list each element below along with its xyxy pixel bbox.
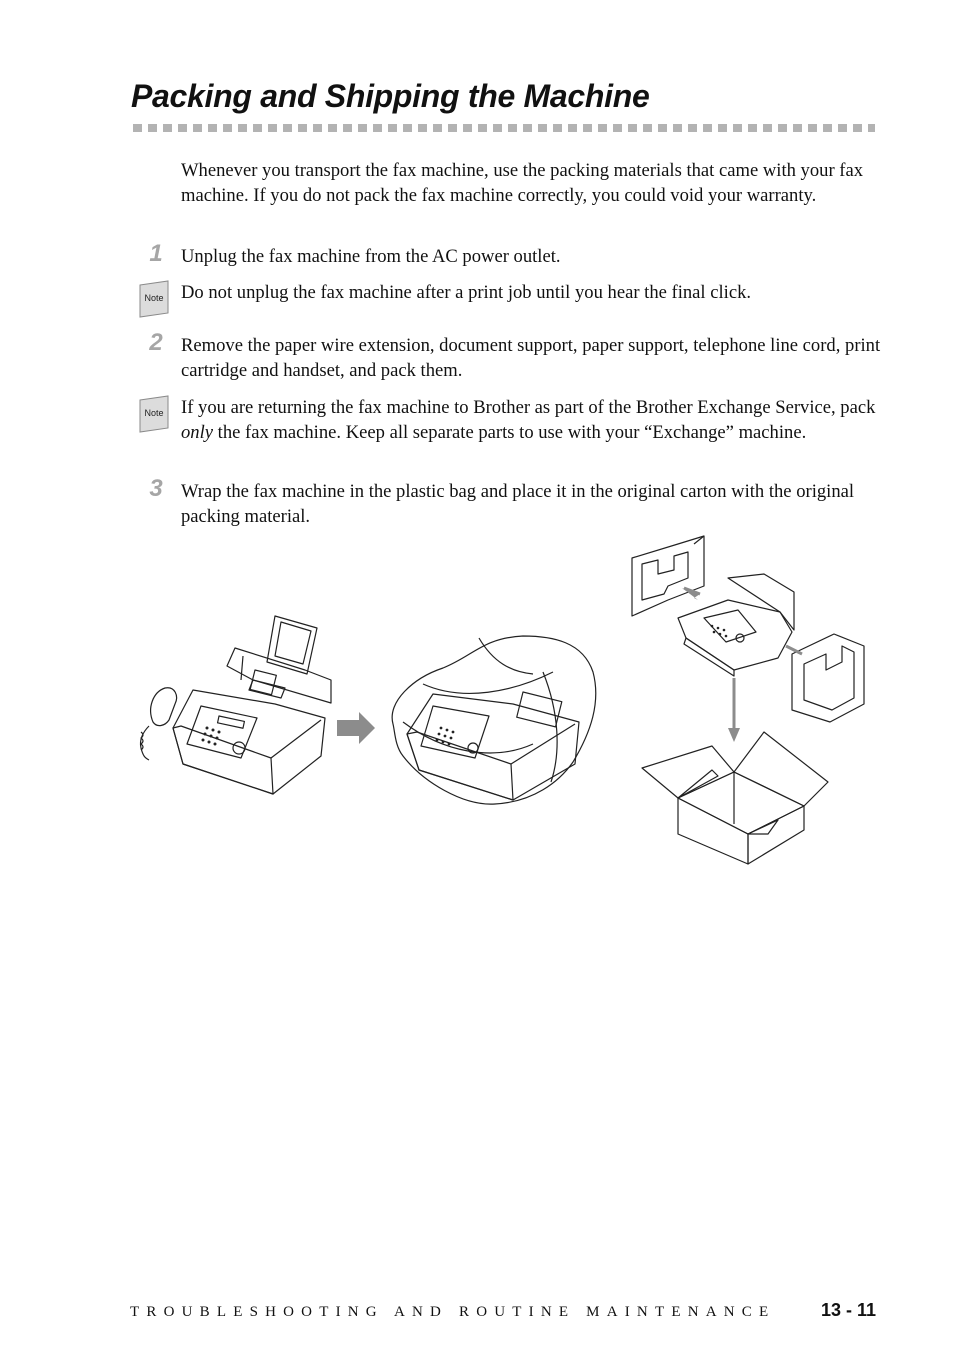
step-number-1: 1 (149, 240, 163, 267)
carton-packing-illustration (628, 534, 870, 870)
note-icon-label: Note (144, 293, 164, 303)
note-icon (137, 279, 171, 319)
note-icon-label: Note (144, 408, 164, 418)
title-underline (133, 124, 875, 132)
arrow-right-icon (335, 710, 377, 746)
page-footer (130, 1300, 876, 1321)
note-icon (137, 394, 171, 434)
step-number-2: 2 (149, 329, 163, 356)
note-text-1: Do not unplug the fax machine after a print job until you hear the final click. (181, 282, 752, 303)
note-text-2-part2: the fax machine. Keep all separate parts to use with your “Exchange” machine. (213, 422, 807, 443)
page-title: Packing and Shipping the Machine (131, 78, 650, 114)
fax-in-plastic-bag-illustration (383, 632, 601, 810)
step-text-3: Wrap the fax machine in the plastic bag and place it in the original carton with the original packing material. (181, 481, 855, 527)
fax-machine-illustration (135, 608, 335, 800)
step-text-1: Unplug the fax machine from the AC power outlet. (181, 246, 561, 267)
footer-section-title: TROUBLESHOOTING AND ROUTINE MAINTENANCE (130, 1304, 776, 1320)
intro-paragraph: Whenever you transport the fax machine, use the packing materials that came with your fax machine. If you do not pack the fax machine correctly, you could void your warranty. (181, 160, 864, 206)
step-number-3: 3 (149, 475, 163, 502)
footer-page-number: 13 - 11 (820, 1300, 876, 1320)
note-text-2 (181, 395, 881, 445)
note-text-2-part1: If you are returning the fax machine to Brother as part of the Brother Exchange Service, pack (181, 397, 876, 418)
step-text-2: Remove the paper wire extension, document support, paper support, telephone line cord, print cartridge and handset, and pack them. (181, 335, 881, 381)
note-text-2-emphasis: only (181, 422, 214, 443)
